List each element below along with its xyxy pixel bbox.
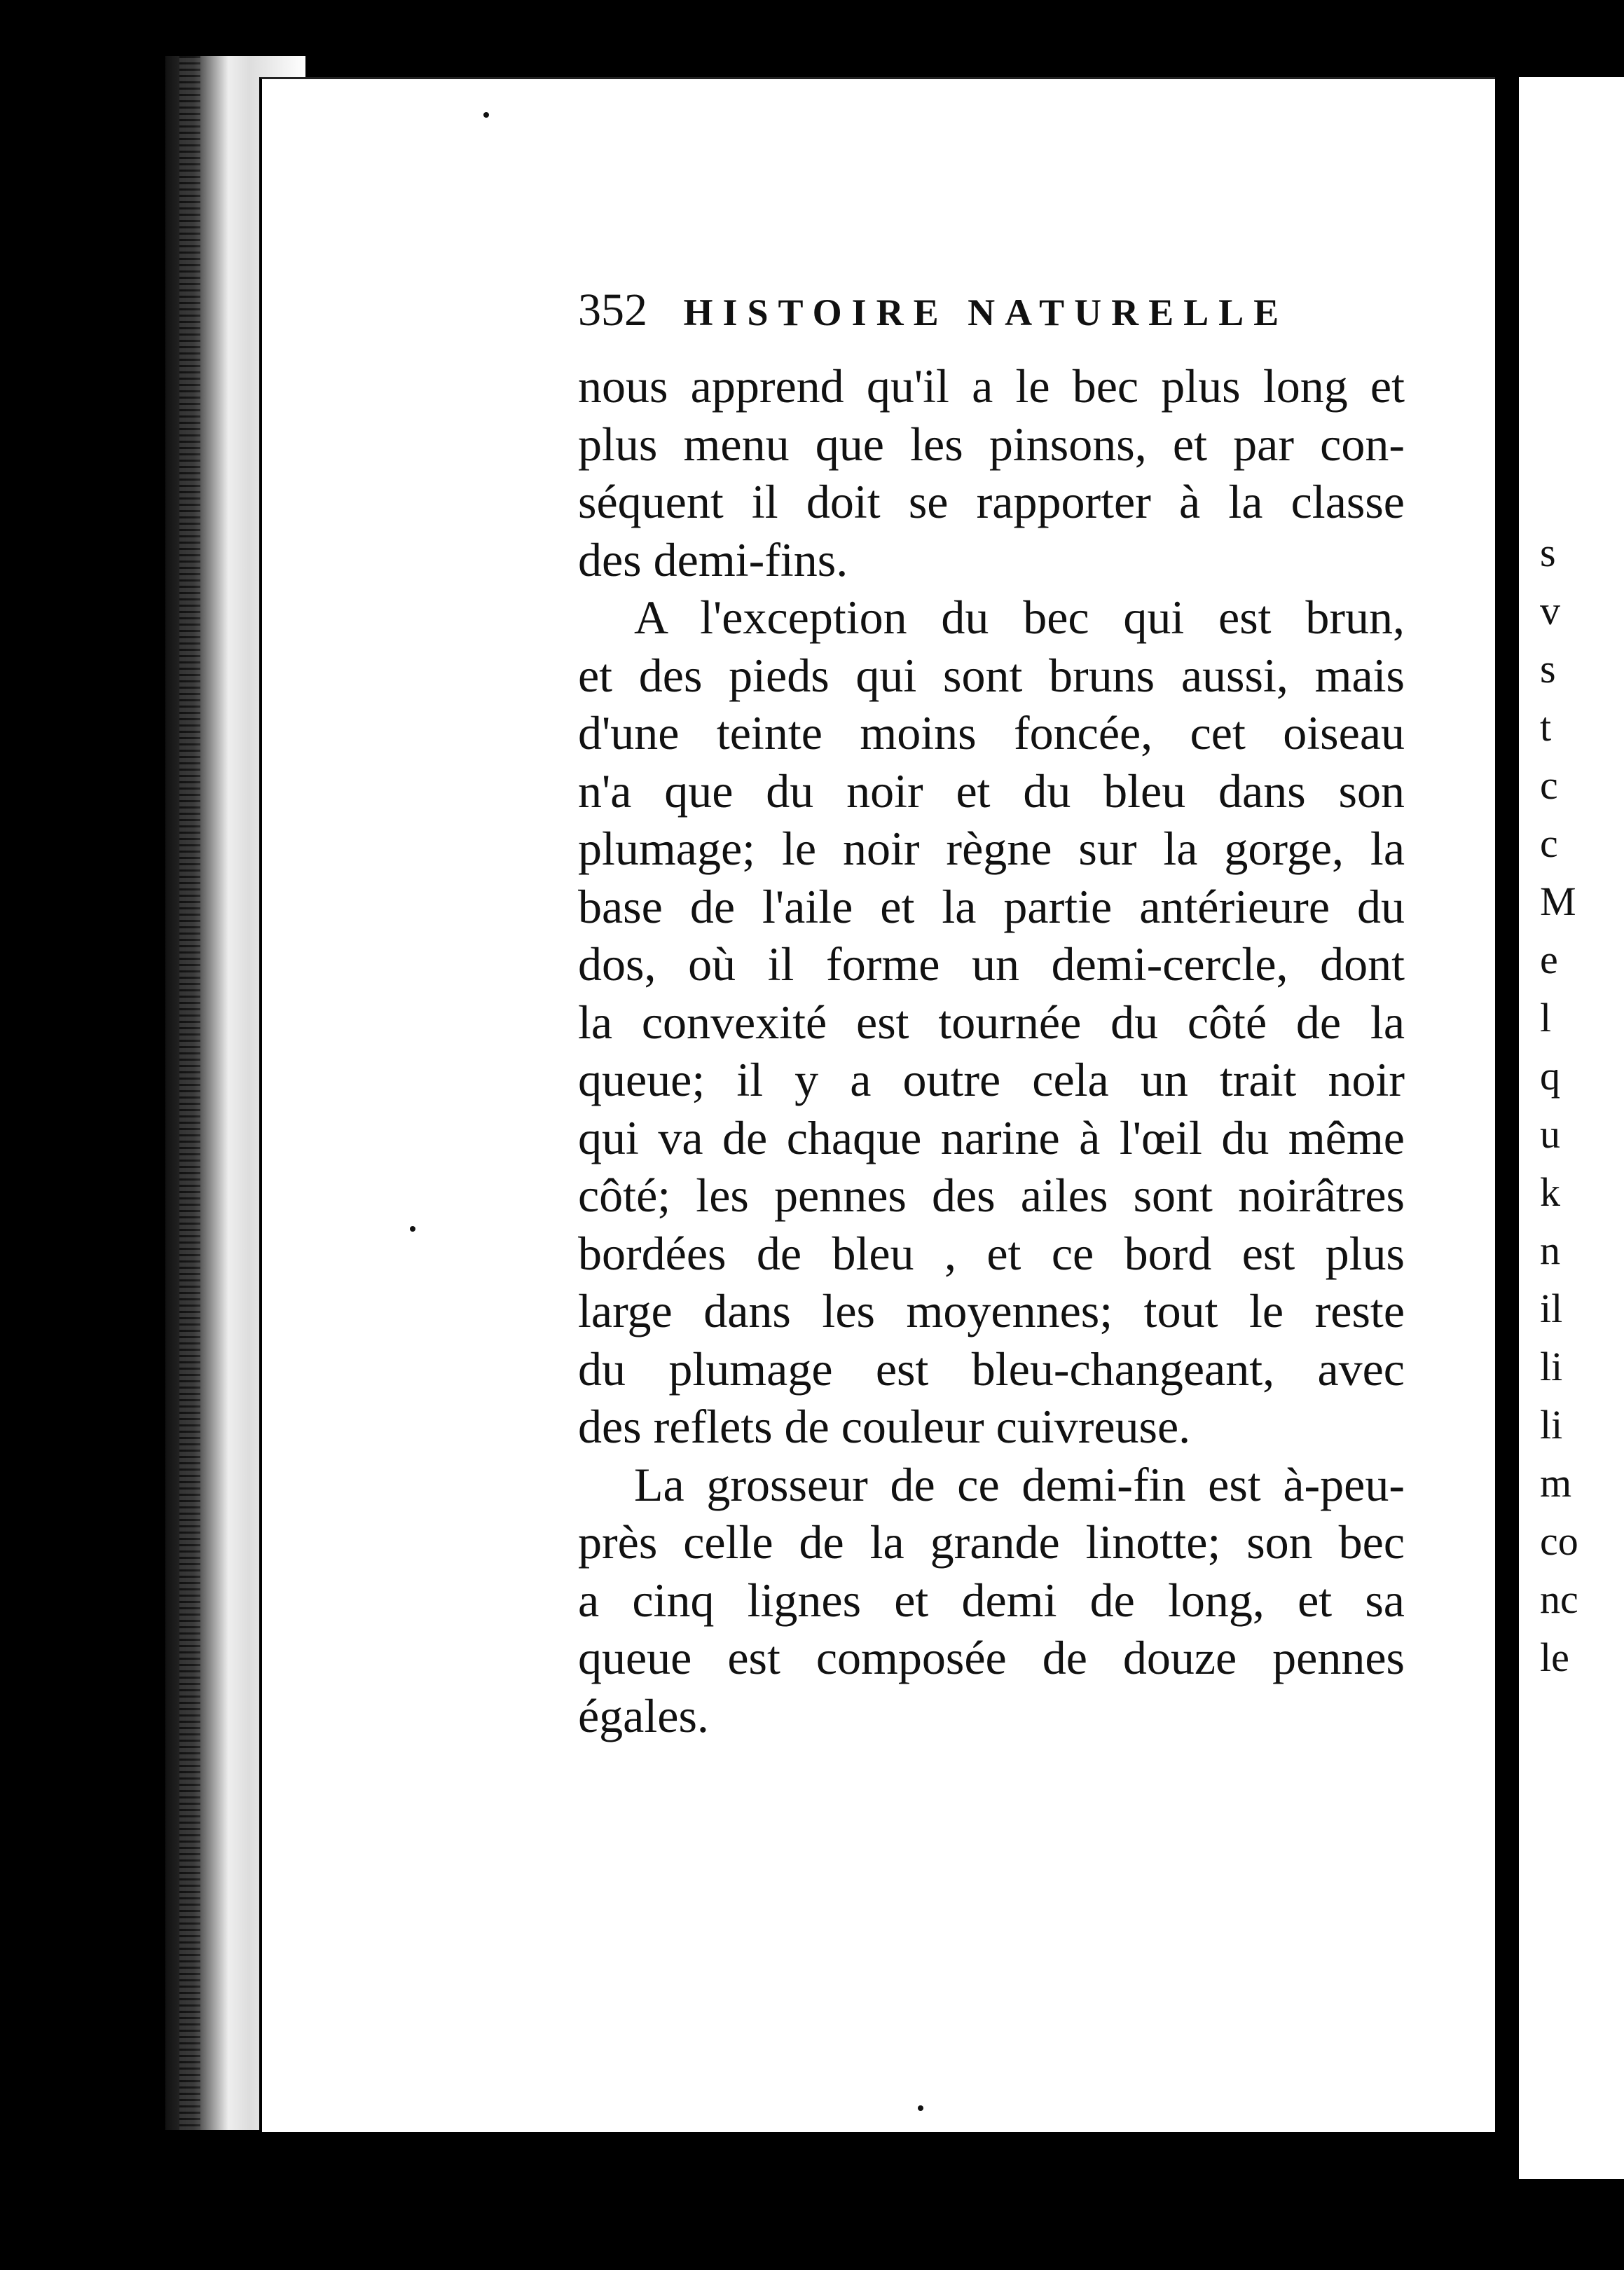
text-line: près celle de la grande linotte; son bec <box>578 1515 1405 1569</box>
text-line: plumage; le noir règne sur la gorge, la <box>578 822 1405 875</box>
facing-page-fragment: u <box>1540 1111 1560 1157</box>
text-line: des demi-fins. <box>578 532 848 586</box>
text-line: la convexité est tournée du côté de la <box>578 995 1405 1049</box>
facing-page-fragment: t <box>1540 704 1552 750</box>
text-line: queue est composée de douze pennes <box>578 1631 1405 1684</box>
text-line: La grosseur de ce demi-fin est à-peu- <box>634 1457 1405 1511</box>
page-number: 352 <box>578 284 647 336</box>
facing-page-fragment: M <box>1540 879 1576 924</box>
facing-page-fragment: l <box>1540 995 1552 1040</box>
facing-page-fragment: li <box>1540 1344 1563 1389</box>
text-line: nous apprend qu'il a le bec plus long et <box>578 359 1405 413</box>
text-line: a cinq lignes et demi de long, et sa <box>578 1573 1405 1627</box>
text-line: base de l'aile et la partie antérieure du <box>578 879 1405 933</box>
facing-page-fragment: v <box>1540 588 1560 633</box>
facing-page-fragment: q <box>1540 1053 1560 1099</box>
scan-speck <box>410 1226 415 1232</box>
running-header <box>578 284 1433 337</box>
facing-page-edge <box>1513 77 1624 2179</box>
facing-page-fragment: c <box>1540 762 1558 808</box>
text-line: queue; il y a outre cela un trait noir <box>578 1053 1405 1106</box>
facing-page-fragment: le <box>1540 1635 1569 1680</box>
text-line: des reflets de couleur cuivreuse. <box>578 1400 1191 1453</box>
text-line: large dans les moyennes; tout le reste <box>578 1284 1405 1337</box>
scan-speck <box>483 112 489 118</box>
facing-page-fragment: m <box>1540 1460 1572 1506</box>
scan-speck <box>918 2105 923 2111</box>
facing-page-fragment: s <box>1540 646 1556 692</box>
text-line: n'a que du noir et du bleu dans son <box>578 764 1405 818</box>
facing-page-fragment: c <box>1540 820 1558 866</box>
body-text <box>578 357 1405 1745</box>
text-line: côté; les pennes des ailes sont noirâtres <box>578 1169 1405 1222</box>
facing-page-fragment: il <box>1540 1286 1563 1331</box>
facing-page-fragment: e <box>1540 937 1558 982</box>
text-line: égales. <box>578 1688 709 1742</box>
running-title: HISTOIRE NATURELLE <box>683 291 1289 333</box>
text-line: et des pieds qui sont bruns aussi, mais <box>578 648 1405 702</box>
facing-page-fragment: s <box>1540 530 1556 575</box>
facing-page-fragment: n <box>1540 1227 1560 1273</box>
text-line: dos, où il forme un demi-cercle, dont <box>578 937 1405 991</box>
facing-page-fragment: li <box>1540 1402 1563 1447</box>
text-line: d'une teinte moins foncée, cet oiseau <box>578 706 1405 759</box>
text-line: plus menu que les pinsons, et par con- <box>578 417 1405 471</box>
facing-page-fragment: k <box>1540 1169 1560 1215</box>
text-line: A l'exception du bec qui est brun, <box>634 591 1405 644</box>
text-line: qui va de chaque narine à l'œil du même <box>578 1110 1405 1164</box>
text-line: bordées de bleu , et ce bord est plus <box>578 1226 1405 1280</box>
facing-page-fragment: co <box>1540 1518 1578 1564</box>
text-line: du plumage est bleu-changeant, avec <box>578 1342 1405 1396</box>
text-line: séquent il doit se rapporter à la classe <box>578 475 1405 528</box>
facing-page-fragment: nc <box>1540 1576 1578 1622</box>
